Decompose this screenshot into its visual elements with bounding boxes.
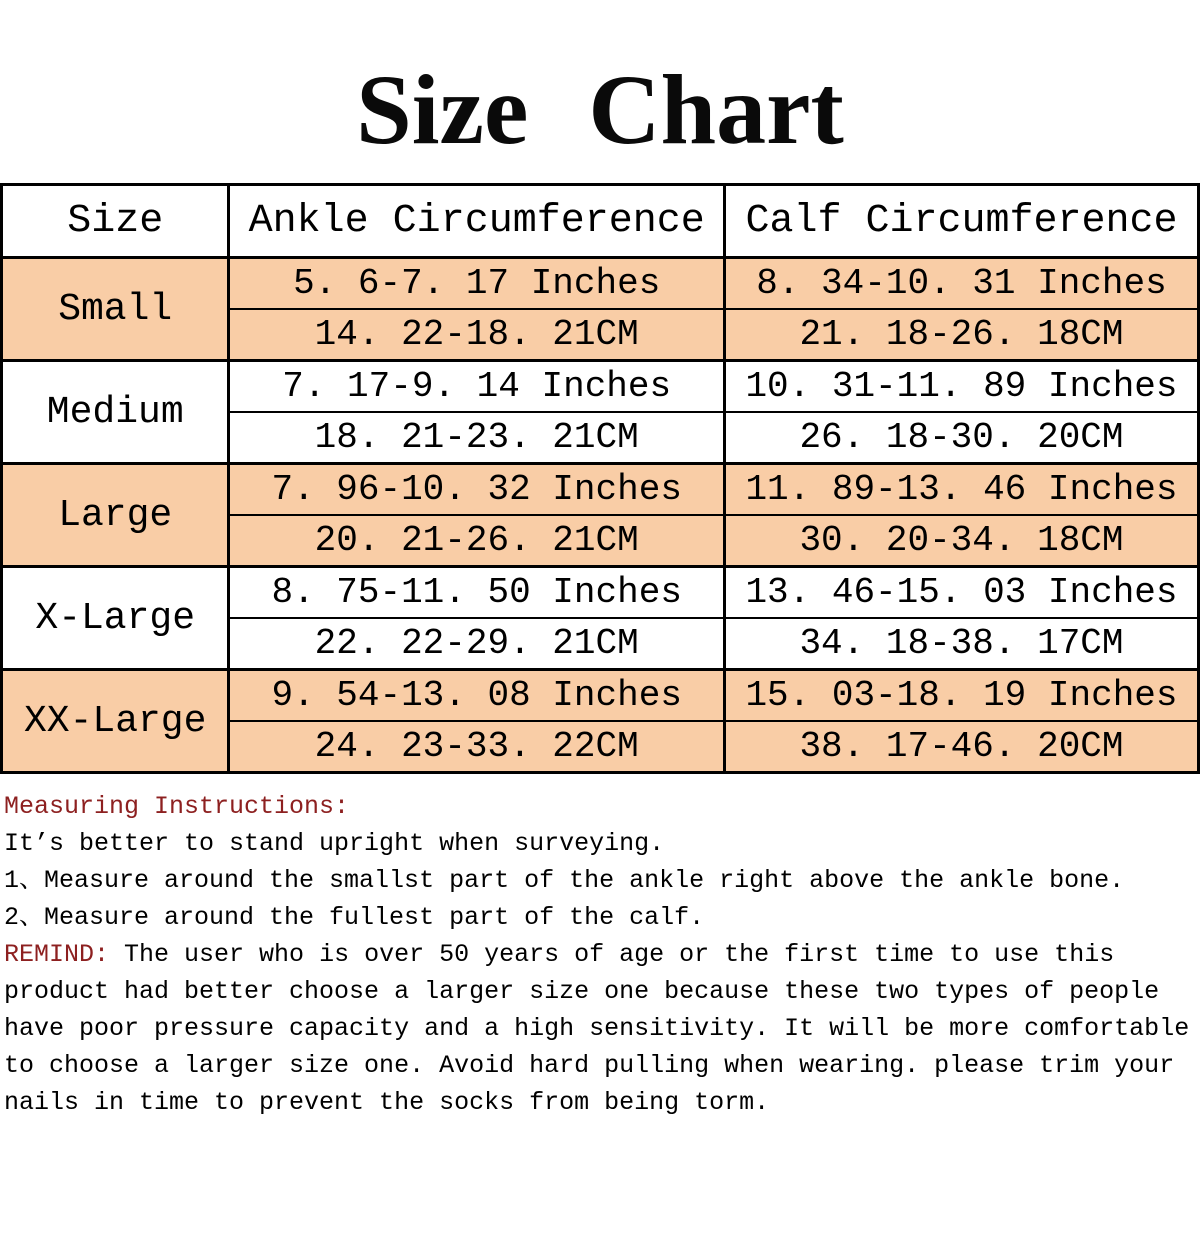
table-row <box>2 670 1199 722</box>
measuring-instructions-block <box>0 788 1200 1121</box>
remind-label: REMIND: <box>4 940 110 969</box>
ankle-inches-cell: 9. 54-13. 08 Inches <box>229 670 725 722</box>
calf-inches-cell: 10. 31-11. 89 Inches <box>724 361 1198 413</box>
ankle-cm-cell: 14. 22-18. 21CM <box>229 309 725 361</box>
remind-text: The user who is over 50 years of age or the first time to use this product had better choose a larger size one because these two types of people have poor pressure capacity and a high sensitivity. It will be more comfortable to choose a larger size one. Avoid hard pulling when wearing. please trim your nails in time to prevent the socks from being torm. <box>4 940 1190 1117</box>
table-row <box>2 258 1199 310</box>
calf-inches-cell: 15. 03-18. 19 Inches <box>724 670 1198 722</box>
calf-cm-cell: 30. 20-34. 18CM <box>724 515 1198 567</box>
ankle-inches-cell: 7. 17-9. 14 Inches <box>229 361 725 413</box>
ankle-cm-cell: 20. 21-26. 21CM <box>229 515 725 567</box>
calf-cm-cell: 38. 17-46. 20CM <box>724 721 1198 773</box>
col-header-ankle: Ankle Circumference <box>229 185 725 258</box>
table-row <box>2 567 1199 619</box>
remind-paragraph <box>4 936 1196 1121</box>
size-label-medium: Medium <box>2 361 229 464</box>
ankle-cm-cell: 18. 21-23. 21CM <box>229 412 725 464</box>
size-label-large: Large <box>2 464 229 567</box>
ankle-cm-cell: 22. 22-29. 21CM <box>229 618 725 670</box>
size-label-small: Small <box>2 258 229 361</box>
page-title: Size Chart <box>356 54 844 165</box>
size-label-x-large: X-Large <box>2 567 229 670</box>
ankle-inches-cell: 8. 75-11. 50 Inches <box>229 567 725 619</box>
instruction-line: It’s better to stand upright when surveying. <box>4 829 665 858</box>
instruction-line: 2、Measure around the fullest part of the calf. <box>4 903 705 932</box>
calf-inches-cell: 11. 89-13. 46 Inches <box>724 464 1198 516</box>
calf-cm-cell: 26. 18-30. 20CM <box>724 412 1198 464</box>
ankle-cm-cell: 24. 23-33. 22CM <box>229 721 725 773</box>
table-row <box>2 464 1199 516</box>
instruction-line: 1、Measure around the smallst part of the ankle right above the ankle bone. <box>4 866 1125 895</box>
col-header-size: Size <box>2 185 229 258</box>
calf-inches-cell: 13. 46-15. 03 Inches <box>724 567 1198 619</box>
size-label-xx-large: XX-Large <box>2 670 229 773</box>
calf-cm-cell: 21. 18-26. 18CM <box>724 309 1198 361</box>
instructions-heading: Measuring Instructions: <box>4 792 350 821</box>
col-header-calf: Calf Circumference <box>724 185 1198 258</box>
table-row <box>2 361 1199 413</box>
ankle-inches-cell: 7. 96-10. 32 Inches <box>229 464 725 516</box>
calf-inches-cell: 8. 34-10. 31 Inches <box>724 258 1198 310</box>
size-chart-table <box>0 183 1200 774</box>
ankle-inches-cell: 5. 6-7. 17 Inches <box>229 258 725 310</box>
table-header-row <box>2 185 1199 258</box>
calf-cm-cell: 34. 18-38. 17CM <box>724 618 1198 670</box>
